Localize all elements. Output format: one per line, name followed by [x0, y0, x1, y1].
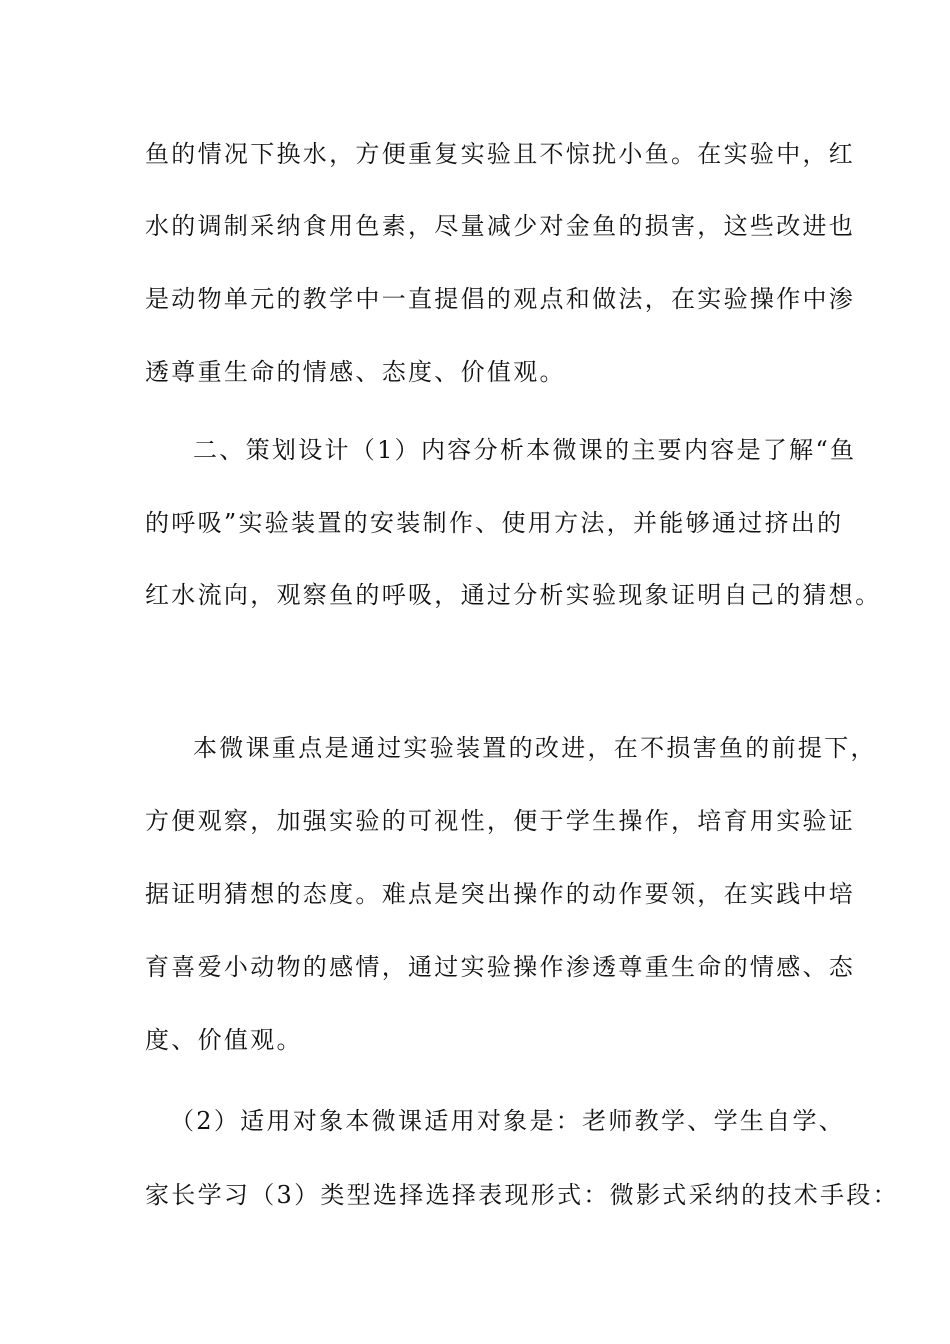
text-line: 透尊重生命的情感、态度、价值观。 — [145, 358, 566, 386]
text-line: 方便观察，加强实验的可视性，便于学生操作，培育用实验证 — [145, 807, 856, 835]
text-line: 据证明猜想的态度。难点是突出操作的动作要领，在实践中培 — [145, 880, 856, 908]
text-line: （2）适用对象本微课适用对象是：老师教学、学生自学、 — [170, 1107, 846, 1135]
text-line: 家长学习（3）类型选择选择表现形式：微影式采纳的技术手段： — [145, 1181, 899, 1209]
text-line: 的呼吸”实验装置的安装制作、使用方法，并能够通过挤出的 — [145, 509, 844, 537]
text-line: 红水流向，观察鱼的呼吸，通过分析实验现象证明自己的猜想。 — [145, 581, 882, 609]
text-line: 本微课重点是通过实验装置的改进，在不损害鱼的前提下， — [193, 734, 877, 762]
text-line: 水的调制采纳食用色素，尽量减少对金鱼的损害，这些改进也 — [145, 212, 856, 240]
text-line: 鱼的情况下换水，方便重复实验且不惊扰小鱼。在实验中，红 — [145, 140, 856, 168]
text-line: 是动物单元的教学中一直提倡的观点和做法，在实验操作中渗 — [145, 285, 856, 313]
text-line: 度、价值观。 — [145, 1026, 303, 1054]
text-line: 二、策划设计（1）内容分析本微课的主要内容是了解“鱼 — [193, 436, 857, 464]
text-line: 育喜爱小动物的感情，通过实验操作渗透尊重生命的情感、态 — [145, 953, 856, 981]
